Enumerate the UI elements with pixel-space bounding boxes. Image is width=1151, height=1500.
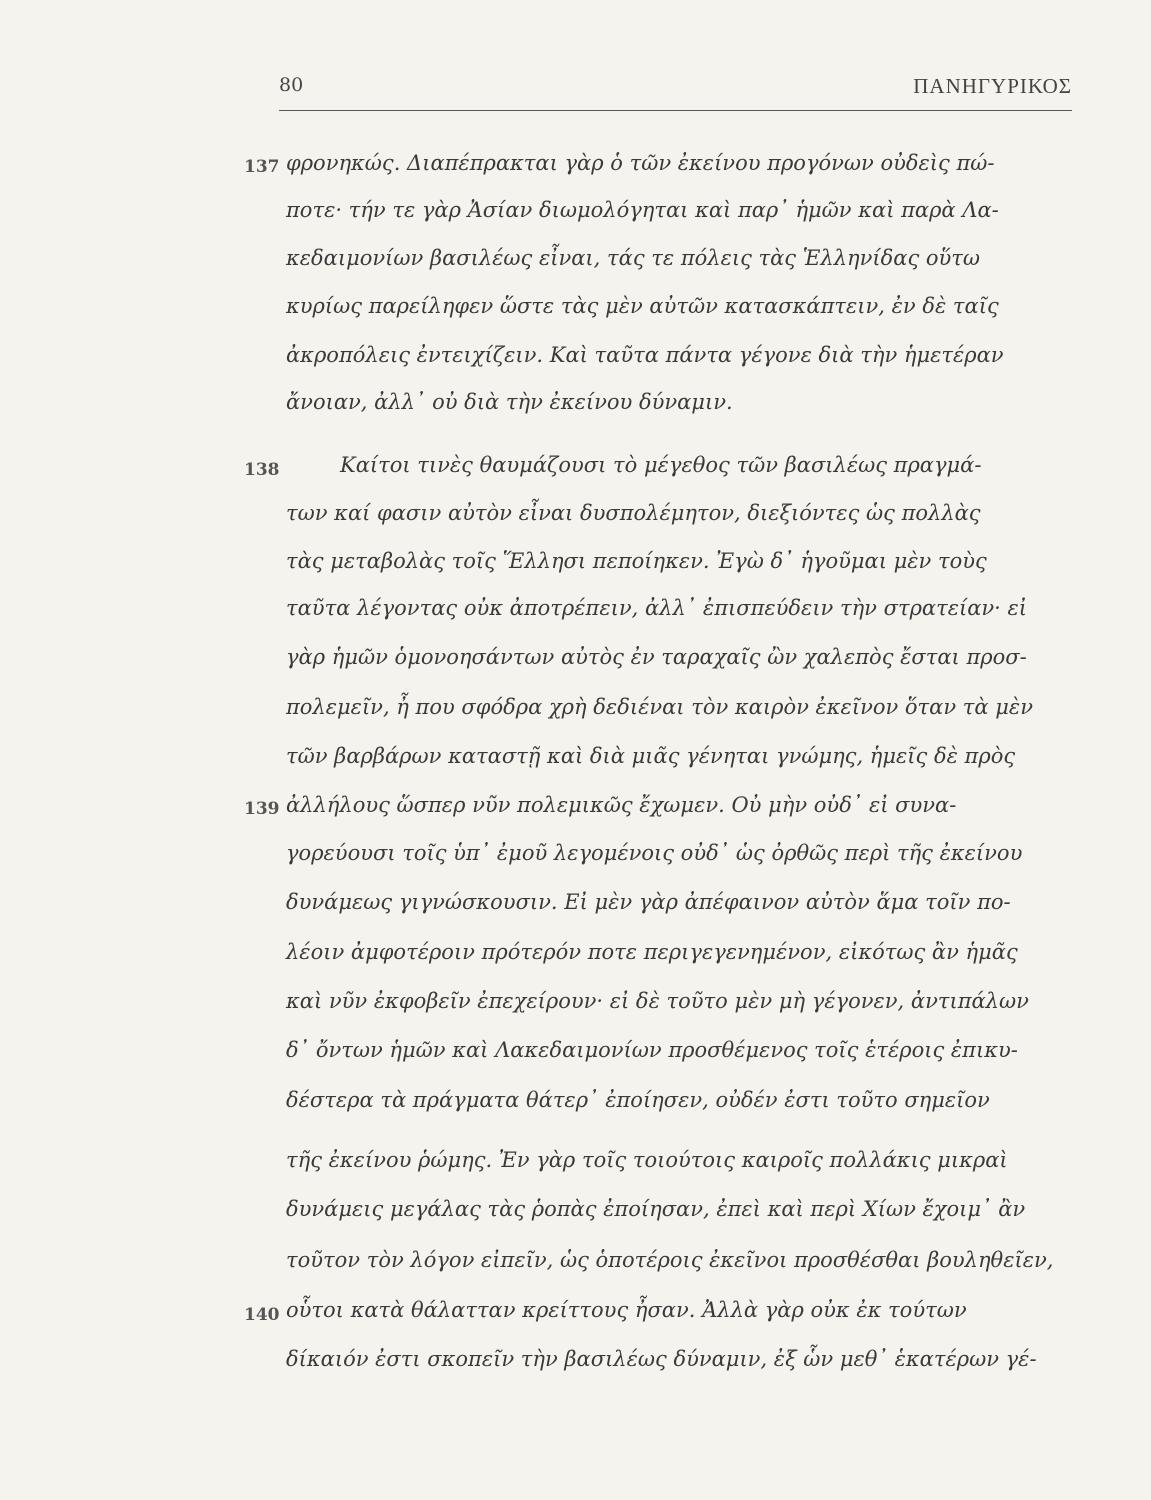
section-number-137: 137 — [244, 157, 280, 177]
text-line: δέστερα τὰ πράγματα θάτερ᾽ ἐποίησεν, οὐδέν ἐστι τοῦτο σημεῖον — [286, 1088, 990, 1112]
text-line: πολεμεῖν, ἦ που σφόδρα χρὴ δεδιέναι τὸν καιρὸν ἐκεῖνον ὅταν τὰ μὲν — [286, 695, 1033, 719]
text-line: γὰρ ἡμῶν ὁμονοησάντων αὐτὸς ἐν ταραχαῖς ὢν χαλεπὸς ἔσται προσ- — [286, 645, 1027, 669]
text-line: δ᾽ ὄντων ἡμῶν καὶ Λακεδαιμονίων προσθέμενος τοῖς ἑτέροις ἐπικυ- — [286, 1038, 1018, 1062]
text-line: δυνάμεις μεγάλας τὰς ῥοπὰς ἐποίησαν, ἐπεὶ καὶ περὶ Χίων ἔχοιμ᾽ ἂν — [286, 1197, 1026, 1221]
text-line: ἄνοιαν, ἀλλ᾽ οὐ διὰ τὴν ἐκείνου δύναμιν. — [286, 390, 733, 414]
text-line: ποτε· τήν τε γὰρ Ἀσίαν διωμολόγηται καὶ παρ᾽ ἡμῶν καὶ παρὰ Λα- — [286, 198, 999, 222]
text-line: ταῦτα λέγοντας οὐκ ἀποτρέπειν, ἀλλ᾽ ἐπισπεύδειν τὴν στρατείαν· εἰ — [286, 596, 1028, 620]
text-line: Καίτοι τινὲς θαυμάζουσι τὸ μέγεθος τῶν βασιλέως πραγμά- — [340, 453, 982, 477]
text-line: τῆς ἐκείνου ῥώμης. Ἐν γὰρ τοῖς τοιούτοις καιροῖς πολλάκις μικραὶ — [286, 1148, 1008, 1172]
section-number-139: 139 — [244, 799, 280, 819]
text-line: τὰς μεταβολὰς τοῖς Ἕλλησι πεποίηκεν. Ἐγὼ δ᾽ ἡγοῦμαι μὲν τοὺς — [286, 549, 987, 573]
section-number-138: 138 — [244, 460, 280, 480]
text-line: τῶν βαρβάρων καταστῇ καὶ διὰ μιᾶς γένηται γνώμης, ἡμεῖς δὲ πρὸς — [286, 744, 1016, 768]
text-line: των καί φασιν αὐτὸν εἶναι δυσπολέμητον, διεξιόντες ὡς πολλὰς — [286, 501, 981, 525]
text-line: καὶ νῦν ἐκφοβεῖν ἐπεχείρουν· εἰ δὲ τοῦτο μὲν μὴ γέγονεν, ἀντιπάλων — [286, 989, 1029, 1013]
text-line: δίκαιόν ἐστι σκοπεῖν τὴν βασιλέως δύναμιν, ἐξ ὧν μεθ᾽ ἑκατέρων γέ- — [286, 1347, 1037, 1371]
page-number: 80 — [279, 74, 304, 96]
text-line: οὗτοι κατὰ θάλατταν κρείττους ἦσαν. Ἀλλὰ γὰρ οὐκ ἐκ τούτων — [286, 1298, 967, 1322]
text-line: κεδαιμονίων βασιλέως εἶναι, τάς τε πόλεις τὰς Ἑλληνίδας οὕτω — [286, 246, 981, 270]
text-line: κυρίως παρείληφεν ὥστε τὰς μὲν αὐτῶν κατασκάπτειν, ἐν δὲ ταῖς — [286, 294, 999, 318]
section-number-140: 140 — [244, 1305, 280, 1325]
text-line: γορεύουσι τοῖς ὑπ᾽ ἐμοῦ λεγομένοις οὐδ᾽ ὡς ὀρθῶς περὶ τῆς ἐκείνου — [286, 841, 1023, 865]
text-line: λέοιν ἀμφοτέροιν πρότερόν ποτε περιγεγενημένον, εἰκότως ἂν ἡμᾶς — [286, 940, 1018, 964]
text-line: ἀλλήλους ὥσπερ νῦν πολεμικῶς ἔχωμεν. Οὐ μὴν οὐδ᾽ εἰ συνα- — [286, 793, 957, 817]
text-line: τοῦτον τὸν λόγον εἰπεῖν, ὡς ὁποτέροις ἐκεῖνοι προσθέσθαι βουληθεῖεν, — [286, 1248, 1054, 1272]
text-line: φρονηκώς. Διαπέπρακται γὰρ ὁ τῶν ἐκείνου προγόνων οὐδεὶς πώ- — [286, 151, 995, 175]
text-line: ἀκροπόλεις ἐντειχίζειν. Καὶ ταῦτα πάντα γέγονε διὰ τὴν ἡμετέραν — [286, 343, 1004, 367]
text-line: δυνάμεως γιγνώσκουσιν. Εἰ μὲν γὰρ ἀπέφαινον αὐτὸν ἅμα τοῖν πο- — [286, 890, 1011, 914]
running-title: ΠΑΝΗΓΥΡΙΚΟΣ — [913, 74, 1072, 98]
